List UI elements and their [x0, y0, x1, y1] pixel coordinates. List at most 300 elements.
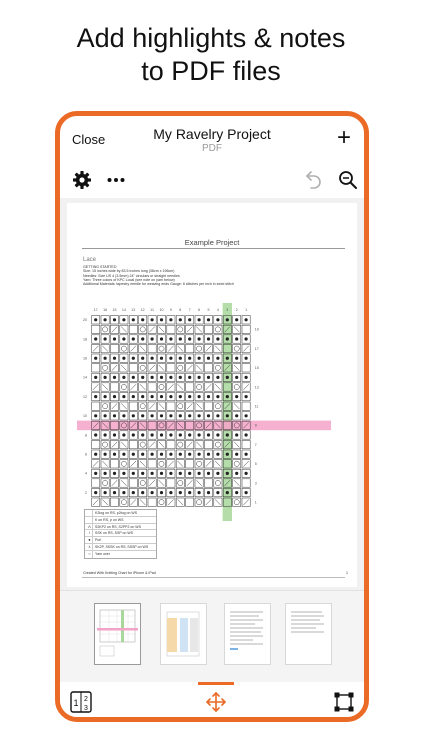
chart-cell [167, 440, 175, 448]
purl-stitch [245, 376, 248, 379]
column-label: 3 [226, 308, 229, 312]
chart-cell [167, 402, 175, 410]
column-label: 10 [159, 308, 164, 312]
ssk-stitch [102, 499, 107, 505]
legend-row [85, 524, 156, 531]
yarn-over-stitch [197, 461, 202, 466]
purl-stitch [179, 453, 182, 456]
chart-cell [92, 364, 100, 372]
purl-stitch [169, 357, 172, 360]
yarn-over-stitch [140, 480, 145, 485]
k2tog-stitch [168, 499, 173, 505]
purl-stitch [207, 357, 210, 360]
purl-stitch [132, 318, 135, 321]
purl-stitch [113, 395, 116, 398]
chart-cell [176, 402, 184, 410]
chart-cell [233, 460, 241, 468]
column-label: 5 [207, 308, 210, 312]
k2tog-stitch [243, 461, 248, 467]
ssk-stitch [140, 346, 145, 352]
purl-stitch [141, 357, 144, 360]
yarn-over-stitch [178, 327, 183, 332]
purl-stitch [113, 491, 116, 494]
purl-stitch [169, 376, 172, 379]
row-label: 8 [85, 433, 87, 438]
purl-stitch [188, 433, 191, 436]
chart-cell [110, 344, 118, 352]
purl-stitch [245, 414, 248, 417]
toolbar [60, 162, 364, 198]
yarn-over-stitch [234, 384, 239, 389]
ssk-stitch [234, 327, 239, 333]
purl-stitch [113, 453, 116, 456]
purl-stitch [207, 472, 210, 475]
purl-stitch [141, 318, 144, 321]
purl-stitch [216, 472, 219, 475]
row-label: 1 [254, 500, 257, 505]
k2tog-stitch [112, 403, 117, 409]
purl-stitch [132, 472, 135, 475]
s2kp2-symbol-icon: Λ [87, 524, 93, 531]
yarn-over-stitch [215, 365, 220, 370]
purl-stitch [188, 395, 191, 398]
purl-stitch [104, 337, 107, 340]
more-icon[interactable] [107, 177, 125, 183]
crop-frame-icon[interactable] [333, 691, 355, 713]
purl-stitch [169, 491, 172, 494]
ssk-stitch [196, 442, 201, 448]
page-thumbnail-3[interactable] [224, 603, 271, 665]
chart-cell [110, 498, 118, 506]
chart-cell [110, 460, 118, 468]
thumbnail-preview [225, 604, 270, 664]
yarn-over-stitch [215, 327, 220, 332]
chart-cell [120, 498, 128, 506]
ssk-stitch [196, 403, 201, 409]
row-highlight [77, 421, 331, 431]
chart-cell [129, 479, 137, 487]
purl-stitch [94, 376, 97, 379]
chart-cell [186, 344, 194, 352]
purl-stitch [198, 453, 201, 456]
purl-stitch [132, 491, 135, 494]
purl-stitch [207, 318, 210, 321]
page-thumbnail-1[interactable] [94, 603, 141, 665]
info-line: Needles: Size US 4 (3.5mm) 24" circulars or straight needles [83, 273, 180, 278]
column-label: 4 [216, 308, 219, 312]
yarn-over-stitch [140, 442, 145, 447]
purl-stitch [94, 433, 97, 436]
device-frame [55, 111, 369, 722]
purl-stitch [169, 318, 172, 321]
purl-stitch [113, 376, 116, 379]
yarn-over-stitch [215, 480, 220, 485]
row-label: 3 [254, 481, 257, 486]
yarn-over-stitch [197, 384, 202, 389]
svg-text:2: 2 [84, 696, 88, 703]
yarn-over-stitch [103, 327, 108, 332]
legend-row [85, 551, 156, 558]
purl-stitch [141, 414, 144, 417]
purl-stitch [179, 376, 182, 379]
row-label: 17 [254, 346, 259, 351]
purl-stitch [179, 491, 182, 494]
yarn-over-stitch [159, 384, 164, 389]
purl-stitch [188, 376, 191, 379]
purl-stitch [216, 453, 219, 456]
purl-stitch [226, 337, 229, 340]
purl-stitch [160, 357, 163, 360]
k2tog-stitch [131, 461, 136, 467]
chart-cell [242, 402, 250, 410]
k2tog-stitch [187, 365, 192, 371]
purl-stitch [216, 376, 219, 379]
row-label: 6 [85, 452, 87, 457]
purl-stitch [235, 376, 238, 379]
chart-cell [148, 383, 156, 391]
thumbnail-preview [161, 604, 206, 664]
purl-stitch [226, 376, 229, 379]
purl-stitch [169, 472, 172, 475]
purl-stitch [216, 433, 219, 436]
yarn-over-stitch [121, 461, 126, 466]
purl-stitch [104, 491, 107, 494]
ssk-stitch [178, 346, 183, 352]
k2tog-stitch [168, 346, 173, 352]
purl-stitch [179, 472, 182, 475]
purl-stitch [132, 453, 135, 456]
chart-cell [129, 440, 137, 448]
row-label: 15 [254, 366, 259, 371]
yarn-over-stitch [103, 442, 108, 447]
chart-cell [92, 402, 100, 410]
headline-line-1: Add highlights & notes [76, 23, 346, 53]
chart-cell [101, 479, 109, 487]
purl-stitch [179, 337, 182, 340]
purl-stitch [245, 318, 248, 321]
purl-stitch [226, 472, 229, 475]
chart-cell [129, 402, 137, 410]
purl-stitch [226, 395, 229, 398]
k2tog-stitch [112, 327, 117, 333]
ssk-stitch [121, 365, 126, 371]
purl-stitch [160, 376, 163, 379]
chart-cell [167, 364, 175, 372]
yarn-over-stitch [103, 404, 108, 409]
ssk-stitch [234, 480, 239, 486]
purl-stitch [216, 491, 219, 494]
purl-stitch [245, 337, 248, 340]
row-label: 16 [83, 356, 87, 361]
purl-stitch [245, 395, 248, 398]
ssk-stitch [159, 480, 164, 486]
purl-stitch [207, 337, 210, 340]
purl-stitch [235, 337, 238, 340]
yarn-over-stitch [159, 346, 164, 351]
purl-stitch [169, 337, 172, 340]
row-label: 11 [254, 404, 259, 409]
info-line: GETTING STARTED [83, 265, 117, 269]
zoom-out-icon[interactable] [338, 170, 358, 190]
purl-stitch [94, 414, 97, 417]
yarn-over-stitch [234, 461, 239, 466]
ssk-stitch [102, 461, 107, 467]
navigation-bar [60, 116, 364, 162]
purl-stitch [188, 357, 191, 360]
k2tog-stitch [243, 346, 248, 352]
purl-stitch [198, 491, 201, 494]
page-heading: Example Project [184, 238, 240, 247]
legend-row [85, 530, 156, 537]
legend-label: SSK on RS, SSP on WS [95, 531, 134, 536]
chart-cell [176, 479, 184, 487]
legend-row [85, 517, 156, 524]
info-line: Yarn: Three colors of KPC Local (see note on yarn below) [83, 277, 175, 282]
headline-line-2: to PDF files [141, 56, 281, 86]
move-icon[interactable] [204, 690, 228, 714]
knit-symbol-icon [87, 517, 93, 524]
purl-stitch [94, 472, 97, 475]
purl-stitch [113, 414, 116, 417]
yarn-over-stitch [121, 500, 126, 505]
chart-cell [186, 498, 194, 506]
column-label: 2 [235, 308, 238, 312]
ssk-stitch [196, 365, 201, 371]
chart-cell [92, 440, 100, 448]
purl-stitch [151, 433, 154, 436]
purl-stitch [141, 433, 144, 436]
purl-stitch [122, 376, 125, 379]
chart-cell [176, 440, 184, 448]
ssk-stitch [140, 499, 145, 505]
yarn-over-stitch [140, 365, 145, 370]
ssk-stitch [196, 327, 201, 333]
purl-stitch [132, 433, 135, 436]
row-label: 18 [83, 337, 87, 342]
k2tog-stitch [131, 384, 136, 390]
ssk-stitch [159, 327, 164, 333]
purl-stitch [169, 453, 172, 456]
k2tog-stitch [131, 499, 136, 505]
k2tog-symbol-icon [87, 510, 93, 517]
k2tog-stitch [131, 346, 136, 352]
chart-cell [204, 325, 212, 333]
close-button[interactable]: Close [72, 132, 106, 147]
chart-cell [204, 364, 212, 372]
purl-stitch [207, 433, 210, 436]
k2tog-stitch [187, 403, 192, 409]
purl-stitch [207, 414, 210, 417]
legend-label: Yarn over [95, 551, 110, 556]
purl-stitch [226, 318, 229, 321]
k2tog-stitch [93, 346, 98, 352]
legend-row [85, 510, 156, 517]
yarn-over-stitch [140, 404, 145, 409]
column-label: 16 [103, 308, 108, 312]
chart-cell [167, 325, 175, 333]
purl-stitch [226, 491, 229, 494]
chart-cell [176, 325, 184, 333]
k2tog-stitch [206, 461, 211, 467]
purl-stitch [216, 337, 219, 340]
document-viewer[interactable] [60, 198, 364, 590]
row-label: 19 [254, 327, 259, 332]
purl-stitch [245, 491, 248, 494]
purl-stitch [122, 453, 125, 456]
page-thumbnail-2[interactable] [160, 603, 207, 665]
column-label: 14 [121, 308, 126, 312]
chart-cell [139, 479, 147, 487]
ssk-stitch [102, 346, 107, 352]
purl-stitch [245, 472, 248, 475]
purl-stitch [207, 395, 210, 398]
legend-row [85, 537, 156, 544]
page-number-icon[interactable] [70, 691, 92, 713]
purl-stitch [169, 395, 172, 398]
column-label: 12 [140, 308, 145, 312]
purl-stitch [94, 395, 97, 398]
purl-stitch [160, 337, 163, 340]
chart-cell [157, 344, 165, 352]
purl-stitch [160, 433, 163, 436]
ssk-stitch [215, 384, 220, 390]
purl-stitch [160, 453, 163, 456]
purl-stitch [141, 472, 144, 475]
purl-stitch [188, 491, 191, 494]
page-thumbnail-4[interactable] [285, 603, 332, 665]
gear-icon[interactable] [72, 170, 92, 190]
purl-stitch [94, 357, 97, 360]
k2tog-stitch [187, 327, 192, 333]
purl-stitch [169, 414, 172, 417]
plus-icon[interactable]: + [337, 124, 352, 151]
chart-cell [214, 364, 222, 372]
purl-stitch [198, 472, 201, 475]
k2tog-stitch [149, 403, 154, 409]
ssk-stitch [196, 480, 201, 486]
row-label: 4 [85, 471, 87, 476]
purl-stitch [226, 453, 229, 456]
purl-stitch [113, 357, 116, 360]
purl-stitch [94, 491, 97, 494]
purl-stitch [216, 318, 219, 321]
chart-cell [204, 402, 212, 410]
purl-stitch [245, 357, 248, 360]
purl-stitch [179, 395, 182, 398]
chart-cell [120, 344, 128, 352]
purl-stitch [198, 337, 201, 340]
purl-stitch [198, 376, 201, 379]
chart-cell [101, 402, 109, 410]
ssk-stitch [159, 442, 164, 448]
purl-stitch [188, 472, 191, 475]
ssk-stitch [121, 480, 126, 486]
purl-stitch [245, 453, 248, 456]
purl-stitch [94, 337, 97, 340]
yarn-over-stitch [159, 461, 164, 466]
chart-cell [139, 440, 147, 448]
column-label: 8 [179, 308, 182, 312]
legend-label: Purl [95, 538, 102, 543]
chart-cell [195, 460, 203, 468]
chart-cell [233, 498, 241, 506]
purl-stitch [235, 491, 238, 494]
chart-cell [129, 364, 137, 372]
purl-stitch [151, 472, 154, 475]
k2tog-stitch [149, 480, 154, 486]
svg-text:1: 1 [73, 698, 79, 708]
info-line: Additional Materials: tapestry needle for weaving ends Gauge: 6 stitches per inch in seed stitch [83, 282, 234, 287]
purl-stitch [151, 414, 154, 417]
yarn-over-stitch [234, 500, 239, 505]
purl-stitch [113, 472, 116, 475]
row-label: 20 [83, 318, 87, 323]
k2tog-stitch [149, 365, 154, 371]
undo-icon[interactable] [305, 170, 323, 190]
purl-stitch [151, 453, 154, 456]
purl-stitch [151, 491, 154, 494]
legend-label: K2tog on RS, p2tog on WS [95, 511, 138, 515]
yarn-over-stitch [197, 500, 202, 505]
sk2p-symbol-icon: λ [87, 544, 93, 551]
purl-stitch [188, 453, 191, 456]
ssk-stitch [215, 346, 220, 352]
chart-cell [120, 460, 128, 468]
purl-stitch [113, 337, 116, 340]
purl-stitch [179, 318, 182, 321]
active-tool-indicator [198, 682, 234, 685]
thumbnail-preview [95, 604, 140, 664]
chart-cell [186, 383, 194, 391]
purl-stitch [179, 357, 182, 360]
ssk-stitch [159, 365, 164, 371]
chart-cell [148, 498, 156, 506]
purl-stitch [141, 337, 144, 340]
yarn-over-stitch [103, 480, 108, 485]
purl-stitch [179, 433, 182, 436]
column-label: 13 [131, 308, 136, 312]
purl-stitch [226, 414, 229, 417]
ssk-stitch [121, 403, 126, 409]
purl-stitch [141, 453, 144, 456]
row-label: 10 [83, 414, 87, 419]
purl-stitch [235, 318, 238, 321]
chart-cell [157, 460, 165, 468]
ssk-stitch [159, 403, 164, 409]
purl-stitch [245, 433, 248, 436]
purl-stitch [104, 376, 107, 379]
yarn-over-stitch [215, 404, 220, 409]
purl-stitch [122, 318, 125, 321]
thumbnail-preview [286, 604, 331, 664]
pdf-page[interactable] [67, 203, 357, 587]
purl-stitch [132, 376, 135, 379]
purl-stitch [113, 318, 116, 321]
column-label: 15 [112, 308, 117, 312]
k2tog-stitch [168, 461, 173, 467]
ssk-stitch [234, 442, 239, 448]
chart-cell [214, 402, 222, 410]
purl-stitch [151, 337, 154, 340]
ssk-stitch [140, 461, 145, 467]
section-title: Lace [83, 257, 97, 263]
k2tog-stitch [93, 499, 98, 505]
yarn-over-stitch [121, 346, 126, 351]
purl-stitch [216, 414, 219, 417]
chart-cell [139, 364, 147, 372]
chart-cell [195, 383, 203, 391]
headline [0, 22, 422, 88]
